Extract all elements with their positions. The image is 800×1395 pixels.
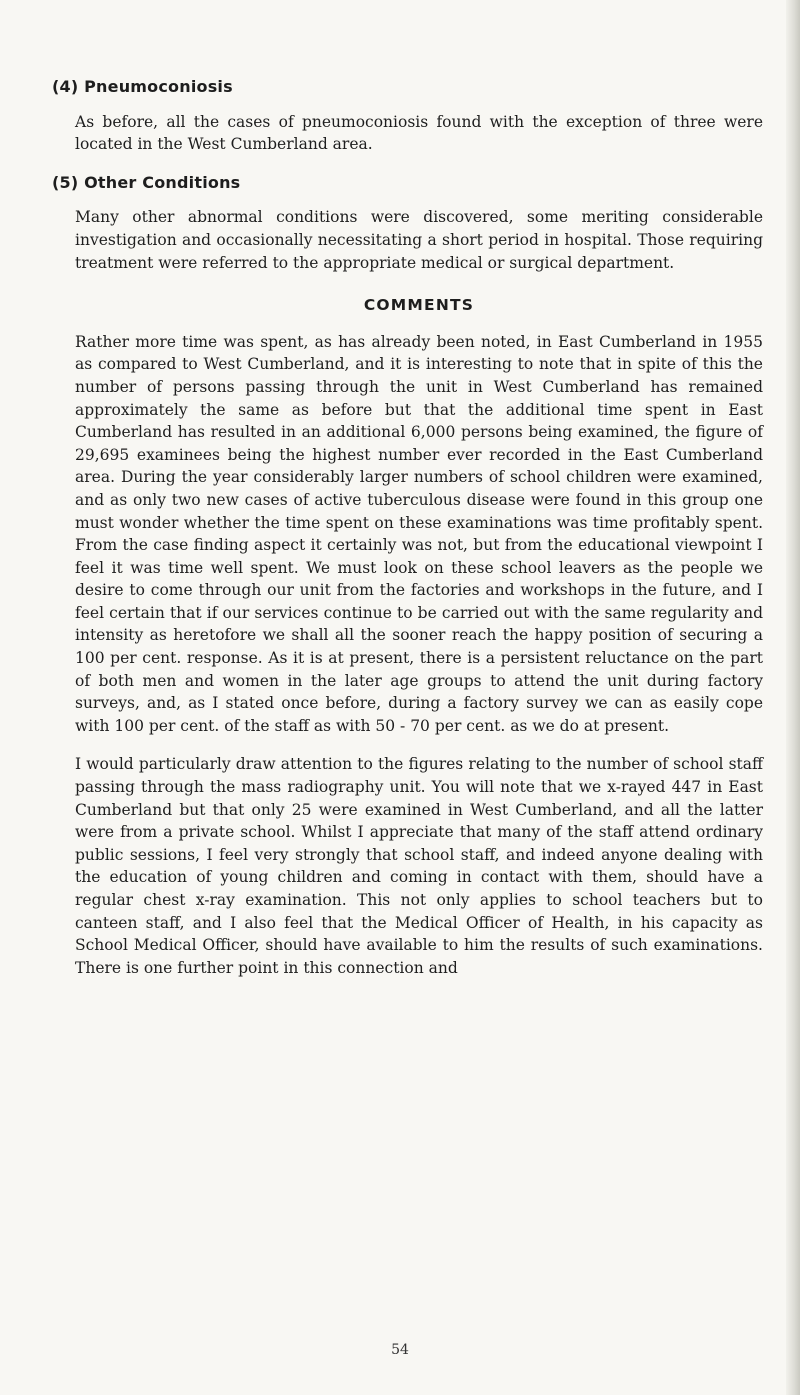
page-edge-shadow bbox=[786, 0, 800, 1395]
page-content bbox=[52, 76, 763, 979]
comments-paragraph-1: Rather more time was spent, as has already been noted, in East Cumberland in 1955 as compared to West Cumberland, and it is interesting to note that in spite of this the number of persons passing through the unit in West Cumberland has remained approximately the same as before but that the additional time spent in East Cumberland has resulted in an additional 6,000 persons being examined, the figure of 29,695 examinees being the highest number ever recorded in the East Cumberland area. During the year considerably larger numbers of school children were examined, and as only two new cases of active tuberculous disease were found in this group one must wonder whether the time spent on these examinations was time profitably spent. From the case finding aspect it certainly was not, but from the educational viewpoint I feel it was time well spent. We must look on these school leavers as the people we desire to come through our unit from the factories and workshops in the future, and I feel certain that if our services continue to be carried out with the same regularity and intensity as heretofore we shall all the sooner reach the happy position of securing a 100 per cent. response. As it is at present, there is a persistent reluctance on the part of both men and women in the later age groups to attend the unit during factory surveys, and, as I stated once before, during a factory survey we can as easily cope with 100 per cent. of the staff as with 50 - 70 per cent. as we do at present. bbox=[75, 332, 763, 735]
paragraph-pneumoconiosis: As before, all the cases of pneumoconiosis found with the exception of three were located in the West Cumberland area. bbox=[75, 112, 763, 154]
comments-paragraph-2: I would particularly draw attention to the figures relating to the number of school staff passing through the mass radiography unit. You will note that we x-rayed 447 in East Cumberland but that only 25 were examined in West Cumberland, and all the latter were from a private school. Whilst I appreciate that many of the staff attend ordinary public sessions, I feel very strongly that school staff, and indeed anyone dealing with the education of young children and coming in contact with them, should have a regular chest x-ray examination. This not only applies to school teachers but to canteen staff, and I also feel that the Medical Officer of Health, in his capacity as School Medical Officer, should have available to him the results of such examinations. There is one further point in this connection and bbox=[75, 755, 763, 977]
section-heading-other-conditions: (5) Other Conditions bbox=[52, 172, 241, 192]
section-heading-pneumoconiosis: (4) Pneumoconiosis bbox=[52, 77, 233, 96]
page-number: 54 bbox=[391, 1342, 409, 1358]
comments-heading: COMMENTS bbox=[363, 296, 475, 315]
paragraph-other-conditions: Many other abnormal conditions were discovered, some meriting considerable investigation and occasionally necessitating a short period in hospital. Those requiring treatment were referred to the appropriate medical or surgical department. bbox=[75, 208, 763, 272]
